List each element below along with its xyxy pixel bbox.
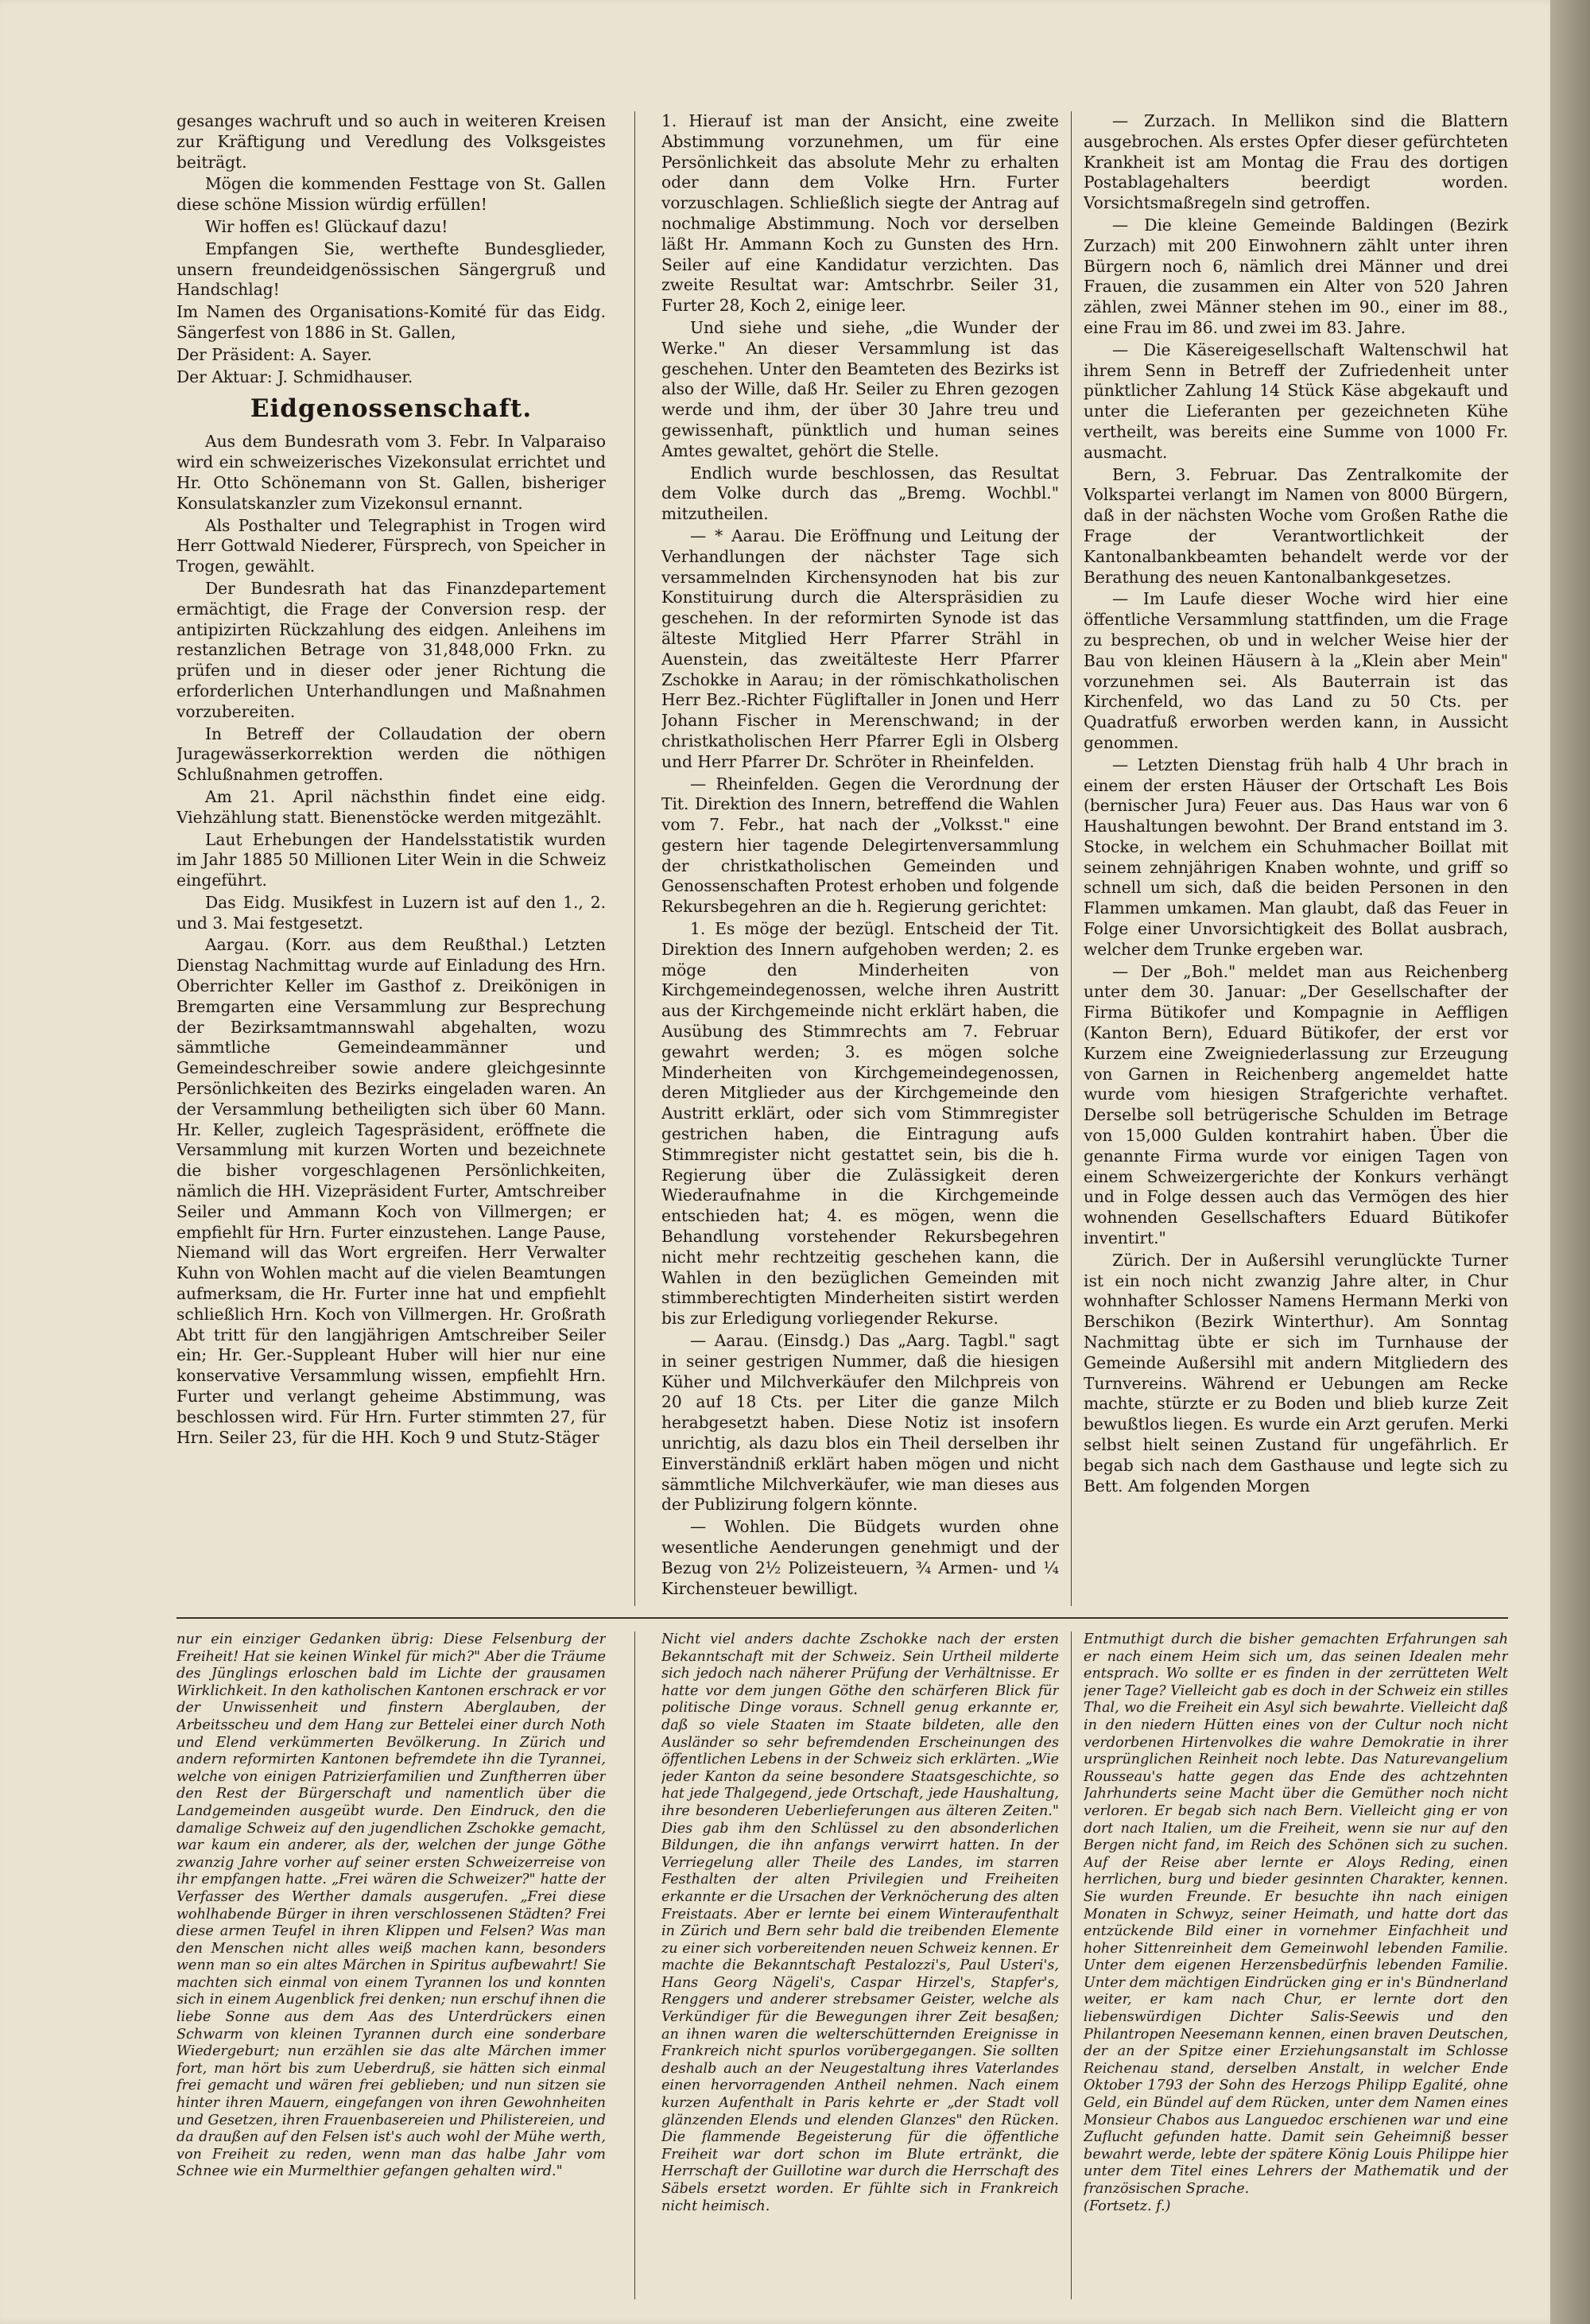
article-text: Am 21. April nächsthin findet eine eidg. Viehzählung statt. Bienenstöcke werden mitgezählt. [176,786,606,827]
article-text: Wir hoffen es! Glückauf dazu! [205,216,448,236]
continuation-note: (Fortsetz. f.) [1084,2198,1171,2214]
column-2 [661,111,1059,1600]
article-text: Zürich. Der in Außersihl verunglückte Turner ist ein noch nicht zwanzig Jahre alter, in Chur wohnhafter Schlosser Namens Hermann Merki von Berschikon (Bezirk Winterthur). Am Sonntag Nachmittag übte er sich im Turnhause der Gemeinde Außersihl mit andern Mitgliedern des Turnvereins. Während er Uebungen am Recke machte, stürzte er zu Boden und blieb kurze Zeit bewußtlos liegen. Es wurde ein Arzt gerufen. Merki selbst hielt seinen Zustand für ungefährlich. Er begab sich nach dem Gasthause und legte sich zu Bett. Am folgenden Morgen [1084,1250,1508,1496]
page-edge [1550,0,1590,2324]
article-text: — Rheinfelden. Gegen die Verordnung der Tit. Direktion des Innern, betreffend die Wahlen vom 7. Febr., hat nach der „Volksst." eine gestern hier tagende Delegirtenversammlung der christkatholischen Gemeinden und Genossenschaften Protest erhoben und folgende Rekursbegehren an die h. Regierung gerichtet: [661,774,1059,917]
signature-secretary: Der Aktuar: J. Schmidhauser. [176,367,413,386]
feuilleton-divider [176,1617,1508,1619]
article-text: gesanges wachruft und so auch in weiteren Kreisen zur Kräftigung und Veredlung des Volksgeistes beiträgt. [176,111,606,172]
article-text: Mögen die kommenden Festtage von St. Gallen diese schöne Mission würdig erfüllen! [176,174,606,215]
feuilleton-text: Nicht viel anders dachte Zschokke nach der ersten Bekanntschaft mit der Schweiz. Sein Urtheil milderte sich jedoch nach näherer Prüfung der Verhältnisse. Er hatte vor dem jungen Göthe den schärferen Blick für politische Dinge voraus. Schnell genug erkannte er, daß so viele Staaten im Staate bildeten, alle den Ausländer so sehr befremdenden Erscheinungen des öffentlichen Lebens in der Schweiz sich erklärten. „Wie jeder Kanton da seine besondere Staatsgeschichte, so hat jede Thalgegend, jede Ortschaft, jede Haushaltung, ihre besonderen Ueberlieferungen aus älteren Zeiten." Dies gab ihm den Schlüssel zu den absonderlichen Bildungen, die ihn anfangs verwirrt hatten. In der Verriegelung aller Theile des Landes, im starren Festhalten der alten Privilegien und Freiheiten erkannte er die Ursachen der Verknöcherung des alten Freistaats. Aber er lernte bei einem Winteraufenthalt in Zürich und Bern sehr bald die treibenden Elemente zu einer sich vorbereitenden neuen Schweiz kennen. Er machte die Bekanntschaft Pestalozzi's, Paul Usteri's, Hans Georg Nägeli's, Caspar Hirzel's, Stapfer's, Renggers und anderer strebsamer Geister, welche als Verkündiger für die Bewegungen ihrer Zeit besaßen; an ihnen waren die welterschütternden Ereignisse in Frankreich nicht spurlos vorübergegangen. Sie sollten deshalb auch an der Neugestaltung ihres Vaterlandes einen hervorragenden Antheil nehmen. Nach einem kurzen Aufenthalt in Paris kehrte er „der Stadt voll glänzenden Elends und elenden Glanzes" den Rücken. Die flammende Begeisterung für die öffentliche Freiheit war dort schon im Blute ertränkt, die Herrschaft der Guillotine war durch die Herrschaft des Säbels ersetzt worden. Er fühlte sich in Frankreich nicht heimisch. [661,1631,1059,2214]
article-text: 1. Hierauf ist man der Ansicht, eine zweite Abstimmung vorzunehmen, um für eine Persönlichkeit das absolute Mehr zu erhalten oder dann dem Volke Hrn. Furter vorzuschlagen. Schließlich siegte der Antrag auf nochmalige Abstimmung. Noch vor derselben läßt Hr. Ammann Koch zu Gunsten des Hrn. Seiler auf eine Kandidatur verzichten. Das zweite Resultat war: Amtschrbr. Seiler 31, Furter 28, Koch 2, einige leer. [661,111,1059,316]
column-divider [1071,111,1072,1606]
column-divider [634,111,635,1606]
article-text: — Die kleine Gemeinde Baldingen (Bezirk Zurzach) mit 200 Einwohnern zählt unter ihren Bürgern noch 6, nämlich drei Männer und drei Frauen, die zusammen ein Alter von 520 Jahren zählen, zwei Männer stehen im 90., einer im 88., eine Frau im 86. und zwei im 83. Jahre. [1084,215,1508,337]
feuilleton-text: Entmuthigt durch die bisher gemachten Erfahrungen sah er nach einem Heim sich um, das seinen Idealen mehr entsprach. Wo sollte er es finden in der zerrütteten Welt jener Tage? Vielleicht gab es doch in der Schweiz ein stilles Thal, wo die Freiheit ein Asyl sich bewahrte. Vielleicht daß in den niedern Hütten eines von der Cultur noch nicht verdorbenen Hirtenvolkes die wahre Demokratie in ihrer ursprünglichen Reinheit noch lebte. Das Naturevangelium Rousseau's hatte gegen das Ende des achtzehnten Jahrhunderts seine Macht über die Gemüther noch nicht verloren. Er begab sich nach Bern. Vielleicht ging er von dort nach Italien, um die Freiheit, wenn sie nur auf den Bergen nicht fand, im Reich des Schönen sich zu suchen. Auf der Reise aber lernte er Aloys Reding, einen herrlichen, burg und bieder gesinnten Charakter, kennen. Sie wurden Freunde. Er besuchte ihn nach einigen Monaten in Schwyz, seiner Heimath, und hatte dort das entzückende Bild einer in vornehmer Einfachheit und hoher Sittenreinheit dem Gemeinwohl lebenden Familie. Unter dem eigenen Herzensbedürfnis lebenden Familie. Unter dem mächtigen Eindrücken ging er in's Bündnerland weiter, er kam nach Chur, er lernte dort den liebenswürdigen Dichter Salis-Seewis und den Philantropen Neesemann kennen, einen braven Deutschen, der an der Spitze einer Erziehungsanstalt im Schlosse Reichenau stand, derselben Anstalt, in welcher Ende Oktober 1793 der Sohn des Herzogs Philipp Egalité, ohne Geld, ein Bündel auf dem Rücken, unter dem Namen eines Monsieur Chabos aus Languedoc erschienen war und eine Zuflucht gefunden hatte. Damit sein Geheimniß besser bewahrt werde, lebte der spätere König Louis Philippe hier unter dem Titel eines Lehrers der Mathematik und der französischen Sprache. [1084,1631,1508,2197]
article-text: In Betreff der Collaudation der obern Juragewässerkorrektion werden die nöthigen Schlußnahmen getroffen. [176,724,606,785]
feuilleton-text: nur ein einziger Gedanken übrig: Diese Felsenburg der Freiheit! Hat sie keinen Winkel für mich?" Aber die Träume des Jünglings erloschen bald im Lichte der grausamen Wirklichkeit. In den katholischen Kantonen erschrack er vor der Unwissenheit und finstern Aberglauben, der Arbeitsscheu und dem Hang zur Bettelei einer durch Noth und Elend verkümmerten Bevölkerung. In Zürich und andern reformirten Kantonen befremdete ihn die Tyrannei, welche von einigen Patrizierfamilien und Zunftherren über den Rest der Bürgerschaft und namentlich über die Landgemeinden ausgeübt wurde. Den Eindruck, den die damalige Schweiz auf den jugendlichen Zschokke gemacht, war kaum ein anderer, als der, welchen der junge Göthe zwanzig Jahre vorher auf seiner ersten Schweizerreise von ihr empfangen hatte. „Frei wären die Schweizer?" hatte der Verfasser des Werther damals ausgerufen. „Frei diese wohlhabende Bürger in ihren verschlossenen Städten? Frei diese armen Teufel in ihren Klippen und Felsen? Was man den Menschen nicht alles weiß machen kann, besonders wenn man so ein altes Märchen in Spiritus aufbewahrt! Sie machten sich einmal von einem Tyrannen los und konnten sich in einem Augenblick frei denken; nun erschuf ihnen die liebe Sonne aus dem Aas des Unterdrückers einen Schwarm von kleinen Tyrannen durch eine sonderbare Wiedergeburt; nun erzählen sie das alte Märchen immer fort, man hört bis zum Ueberdruß, sie hätten sich einmal frei gemacht und wären frei geblieben; und nun sitzen sie hinter ihren Mauern, eingefangen von ihren Gewohnheiten und Gesetzen, ihren Frauenbasereien und Philistereien, und da draußen auf den Felsen ist's auch wohl der Mühe werth, von Freiheit zu reden, wenn man das halbe Jahr vom Schnee wie ein Murmelthier gefangen gehalten wird." [176,1631,606,2180]
article-text: Empfangen Sie, werthefte Bundesglieder, unsern freundeidgenössischen Sängergruß und Handschlag! [176,239,606,300]
feuilleton-column-2 [661,1631,1059,2215]
article-text: Der Bundesrath hat das Finanzdepartement ermächtigt, die Frage der Conversion resp. der antipizirten Rückzahlung des eidgen. Anleihens im restanzlichen Betrage von 31,848,000 Frkn. zu prüfen und in dieser oder jener Richtung die erforderlichen Unterhandlungen und Maßnahmen vorzubereiten. [176,578,606,721]
column-divider [1071,1631,1072,2299]
article-text: Bern, 3. Februar. Das Zentralkomite der Volkspartei verlangt im Namen von 8000 Bürgern, daß in der nächsten Woche vom Großen Rathe die Frage der Verantwortlichkeit der Kantonalbankbeamten behandelt werde vor der Berathung des neuen Kantonalbankgesetzes. [1084,464,1508,587]
signature-president: Der Präsident: A. Sayer. [176,344,372,364]
article-text: Aus dem Bundesrath vom 3. Febr. In Valparaiso wird ein schweizerisches Vizekonsulat errichtet und Hr. Otto Schönemann von St. Gallen, bisheriger Konsulatskanzler zum Vizekonsul ernannt. [176,432,606,513]
article-text: Aargau. (Korr. aus dem Reußthal.) Letzten Dienstag Nachmittag wurde auf Einladung des Hrn. Oberrichter Keller im Gasthof z. Dreikönigen in Bremgarten eine Versammlung zur Besprechung der Bezirksamtmannswahl abgehalten, wozu sämmtliche Gemeindeammänner und Gemeindeschreiber sowie andere gleichgesinnte Persönlichkeiten des Bezirks eingeladen waren. An der Versammlung betheiligten sich über 60 Mann. Hr. Keller, zugleich Tagespräsident, eröffnete die Versammlung mit kurzen Worten und bezeichnete die bisher vorgeschlagenen Persönlichkeiten, nämlich die HH. Vizepräsident Furter, Amtschreiber Seiler und Ammann Koch von Villmergen; er empfiehlt für Hrn. Furter einzustehen. Lange Pause, Niemand will das Wort ergreifen. Herr Verwalter Kuhn von Wohlen macht auf die vielen Beamtungen aufmerksam, die Hr. Furter inne hat und empfiehlt schließlich Hrn. Koch von Villmergen. Hr. Großrath Abt tritt für den langjährigen Amtschreiber Seiler ein; Hr. Ger.-Suppleant Huber will hier nur eine konservative Versammlung wissen, empfiehlt Hrn. Furter und verlangt geheime Abstimmung, was beschlossen wird. Für Hrn. Furter stimmten 27, für Hrn. Seiler 23, für die HH. Koch 9 und Stutz-Stäger [176,935,606,1447]
feuilleton-column-1 [176,1631,606,2181]
article-text: — Im Laufe dieser Woche wird hier eine öffentliche Versammlung stattfinden, um die Frage zu besprechen, ob und in welcher Weise hier der Bau von kleinen Häusern à la „Klein aber Mein" vorzunehmen sei. Als Bauterrain ist das Kirchenfeld, wo das Land zu 50 Cts. per Quadratfuß erworben werden kann, in Aussicht genommen. [1084,589,1508,752]
article-text: — Wohlen. Die Büdgets wurden ohne wesentliche Aenderungen genehmigt und der Bezug von 2½ Polizeisteuern, ¾ Armen- und ¼ Kirchensteuer bewilligt. [661,1517,1059,1598]
article-text: — Zurzach. In Mellikon sind die Blattern ausgebrochen. Als erstes Opfer dieser gefürchteten Krankheit ist am Montag die Frau des dortigen Postablagehalters beerdigt worden. Vorsichtsmaßregeln sind getroffen. [1084,111,1508,213]
feuilleton-column-3 [1084,1631,1508,2215]
article-text: Als Posthalter und Telegraphist in Trogen wird Herr Gottwald Niederer, Fürsprech, von Speicher in Trogen, gewählt. [176,515,606,576]
article-text: — * Aarau. Die Eröffnung und Leitung der Verhandlungen der nächster Tage sich versammelnden Kirchensynoden hat bis zur Konstituirung durch die Alterspräsidien zu geschehen. In der reformirten Synode ist das älteste Mitglied Herr Pfarrer Strähl in Auenstein, das zweitälteste Herr Pfarrer Zschokke in Aarau; in der römischkatholischen Herr Bez.-Richter Fügliftaller in Jonen und Herr Johann Fischer in Merenschwand; in der christkatholischen Herr Pfarrer Egli in Olsberg und Herr Pfarrer Dr. Schröter in Rheinfelden. [661,526,1059,771]
article-text: Das Eidg. Musikfest in Luzern ist auf den 1., 2. und 3. Mai festgesetzt. [176,892,606,933]
signature-line: Im Namen des Organisations-Komité für das Eidg. Sängerfest von 1886 in St. Gallen, [176,302,606,342]
article-text: — Der „Boh." meldet man aus Reichenberg unter dem 30. Januar: „Der Gesellschafter der Firma Bütikofer und Kompagnie in Aeffligen (Kanton Bern), Eduard Bütikofer, der erst vor Kurzem eine Zweigniederlassung zur Erzeugung von Garnen in Reichenberg angemeldet hatte wurde vom hiesigen Strafgerichte verhaftet. Derselbe soll betrügerische Schulden im Betrage von 15,000 Gulden kontrahirt haben. Über die genannte Firma wurde vor einigen Tagen von einem Schweizergerichte der Konkurs verhängt und in Folge dessen auch das Vermögen des hier wohnenden Gesellschafters Eduard Bütikofer inventirt." [1084,961,1508,1248]
article-text: Und siehe und siehe, „die Wunder der Werke." An dieser Versammlung ist das geschehen. Unter den Beamteten des Bezirks ist also der Wille, daß Hr. Seiler zu Ehren gezogen werde und ihm, der über 30 Jahre treu und gewissenhaft, pünktlich und human seines Amtes gewaltet, gehört die Stelle. [661,317,1059,460]
article-text: Endlich wurde beschlossen, das Resultat dem Volke durch das „Bremg. Wochbl." mitzutheilen. [661,463,1059,524]
article-text: — Letzten Dienstag früh halb 4 Uhr brach in einem der ersten Häuser der Ortschaft Les Bois (bernischer Jura) Feuer aus. Das Haus war von 6 Haushaltungen bewohnt. Der Brand entstand im 3. Stocke, in welchem ein Schuhmacher Boillat mit seinem zehnjährigen Knaben wohnte, und griff so schnell um sich, daß die beiden Personen in den Flammen umkamen. Man glaubt, daß das Feuer in Folge einer Unvorsichtigkeit des Bollat ausbrach, welcher dem Trunke ergeben war. [1084,755,1508,959]
article-text: Laut Erhebungen der Handelsstatistik wurden im Jahr 1885 50 Millionen Liter Wein in die Schweiz eingeführt. [176,829,606,890]
article-text: — Die Käsereigesellschaft Waltenschwil hat ihrem Senn in Betreff der Zufriedenheit unter pünktlicher Zahlung 14 Stück Käse abgekauft und unter die Lieferanten per gezeichneten Kühe vertheilt, was bereits eine Summe von 1000 Fr. ausmacht. [1084,339,1508,462]
column-divider [634,1631,635,2299]
column-3 [1084,111,1508,1498]
section-heading: Eidgenossenschaft. [250,394,533,424]
article-text: — Aarau. (Einsdg.) Das „Aarg. Tagbl." sagt in seiner gestrigen Nummer, daß die hiesigen Küher und Milchverkäufer den Milchpreis von 20 auf 18 Cts. per Liter die ganze Milch herabgesetzt haben. Diese Notiz ist insofern unrichtig, als dazu blos ein Theil derselben ihr Einverständniß erklärt haben mögen und nicht sämmtliche Milchverkäufer, wie man dieses aus der Publizirung folgern könnte. [661,1331,1059,1515]
article-text: 1. Es möge der bezügl. Entscheid der Tit. Direktion des Innern aufgehoben werden; 2. es möge den Minderheiten von Kirchgemeindegenossen, welche ihren Austritt aus der Kirchgemeinde nicht erklärt haben, die Ausübung des Stimmrechts am 7. Februar gewahrt werden; 3. es mögen solche Minderheiten von Kirchgemeindegenossen, deren Mitglieder aus der Kirchgemeinde den Austritt erklärt, oder sich vom Stimmregister gestrichen haben, die Eintragung aufs Stimmregister nicht gestattet sein, bis die h. Regierung über die Zulässigkeit deren Wiederaufnahme in die Kirchgemeinde entschieden hat; 4. es mögen, wenn die Behandlung vorstehender Rekursbegehren nicht mehr rechtzeitig geschehen kann, die Wahlen in den bezüglichen Gemeinden mit stimmberechtigten Minderheiten sistirt werden bis zur Erledigung vorliegender Rekurse. [661,919,1059,1329]
column-1 [176,111,606,1449]
